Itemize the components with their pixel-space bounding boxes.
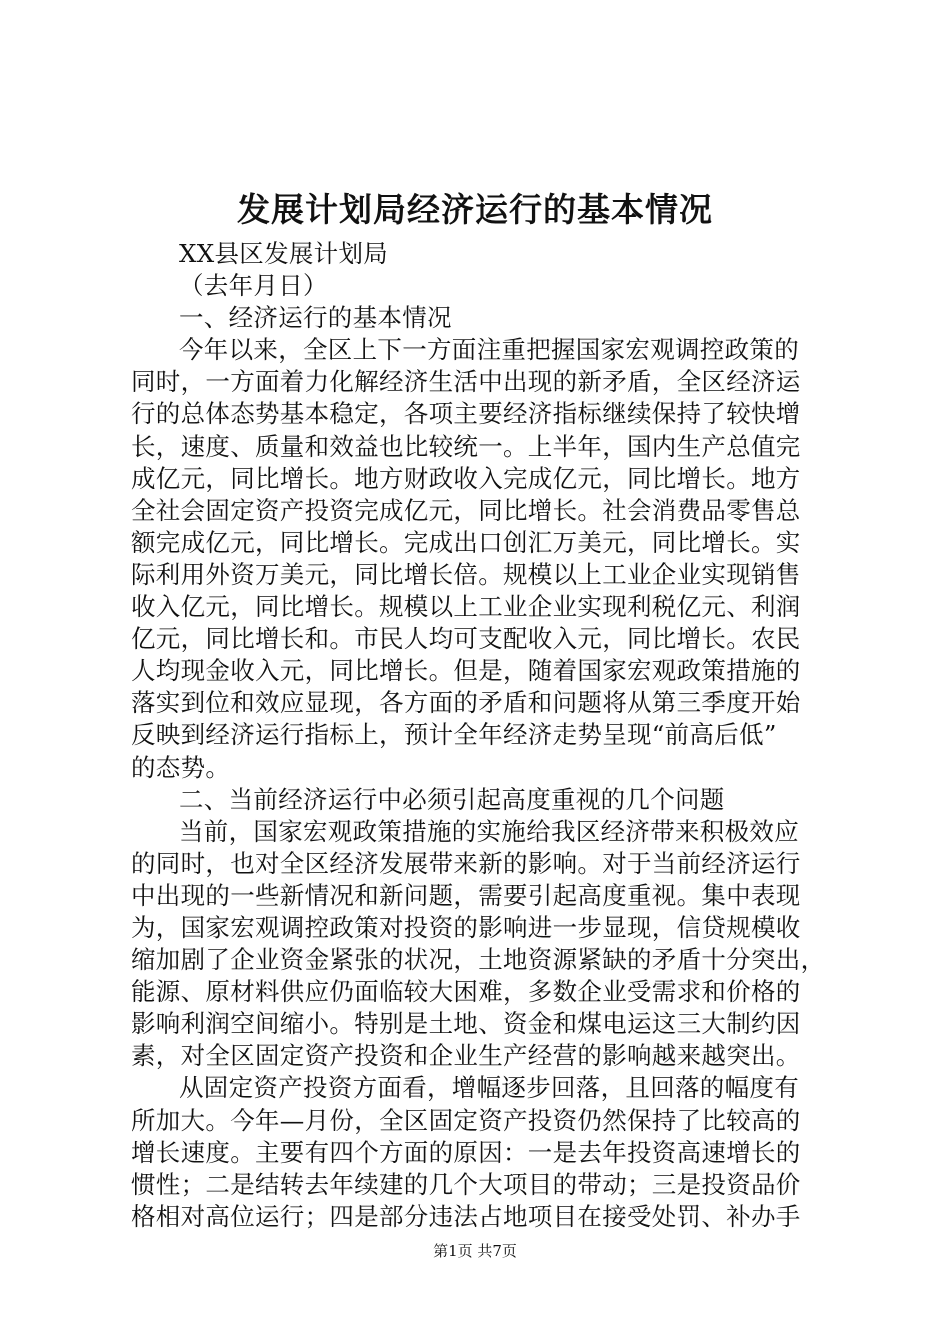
org-line: XX县区发展计划局 <box>179 239 389 268</box>
paragraph-line: 增长速度。主要有四个方面的原因：一是去年投资高速增长的 <box>131 1137 801 1167</box>
paragraph-line: 当前，国家宏观政策措施的实施给我区经济带来积极效应 <box>179 816 799 846</box>
section1-heading: 一、经济运行的基本情况 <box>179 303 452 333</box>
paragraph-line: 惯性；二是结转去年续建的几个大项目的带动；三是投资品价 <box>131 1169 801 1199</box>
paragraph-line: 所加大。今年—月份，全区固定资产投资仍然保持了比较高的 <box>131 1105 801 1135</box>
paragraph-line: 影响利润空间缩小。特别是土地、资金和煤电运这三大制约因 <box>131 1009 801 1039</box>
paragraph-line: 行的总体态势基本稳定，各项主要经济指标继续保持了较快增 <box>131 399 801 429</box>
paragraph-line: 同时，一方面着力化解经济生活中出现的新矛盾，全区经济运 <box>131 367 801 397</box>
paragraph-line: 中出现的一些新情况和新问题，需要引起高度重视。集中表现 <box>131 880 801 910</box>
paragraph-line: 的同时，也对全区经济发展带来新的影响。对于当前经济运行 <box>131 848 801 878</box>
paragraph-line: 全社会固定资产投资完成亿元，同比增长。社会消费品零售总 <box>131 495 801 525</box>
paragraph-line: 反映到经济运行指标上，预计全年经济走势呈现“前高后低” <box>131 720 777 750</box>
paragraph-line: 缩加剧了企业资金紧张的状况，土地资源紧缺的矛盾十分突出， <box>131 945 826 975</box>
paragraph-line: 今年以来，全区上下一方面注重把握国家宏观调控政策的 <box>179 335 799 365</box>
paragraph-line: 成亿元，同比增长。地方财政收入完成亿元，同比增长。地方 <box>131 463 801 493</box>
paragraph-line: 从固定资产投资方面看，增幅逐步回落，且回落的幅度有 <box>179 1073 799 1103</box>
paragraph-line: 为，国家宏观调控政策对投资的影响进一步显现，信贷规模收 <box>131 912 801 942</box>
paragraph-line: 长，速度、质量和效益也比较统一。上半年，国内生产总值完 <box>131 431 801 461</box>
paragraph-line: 能源、原材料供应仍面临较大困难，多数企业受需求和价格的 <box>131 977 801 1007</box>
date-line: （去年月日） <box>179 271 328 301</box>
paragraph-line: 额完成亿元，同比增长。完成出口创汇万美元，同比增长。实 <box>131 527 801 557</box>
paragraph-line: 人均现金收入元，同比增长。但是，随着国家宏观政策措施的 <box>131 656 801 686</box>
paragraph-line: 素，对全区固定资产投资和企业生产经营的影响越来越突出。 <box>131 1041 801 1071</box>
section2-heading: 二、当前经济运行中必须引起高度重视的几个问题 <box>179 784 725 814</box>
paragraph-line: 格相对高位运行；四是部分违法占地项目在接受处罚、补办手 <box>131 1201 801 1231</box>
paragraph-line: 的态势。 <box>131 752 231 782</box>
document-title: 发展计划局经济运行的基本情况 <box>237 190 713 229</box>
paragraph-line: 落实到位和效应显现，各方面的矛盾和问题将从第三季度开始 <box>131 688 801 718</box>
paragraph-line: 际利用外资万美元，同比增长倍。规模以上工业企业实现销售 <box>131 559 801 589</box>
document-body <box>131 238 833 1233</box>
page-footer: 第1页 共7页 <box>433 1242 517 1260</box>
paragraph-line: 收入亿元，同比增长。规模以上工业企业实现利税亿元、利润 <box>131 592 801 622</box>
paragraph-line: 亿元，同比增长和。市民人均可支配收入元，同比增长。农民 <box>131 624 801 654</box>
